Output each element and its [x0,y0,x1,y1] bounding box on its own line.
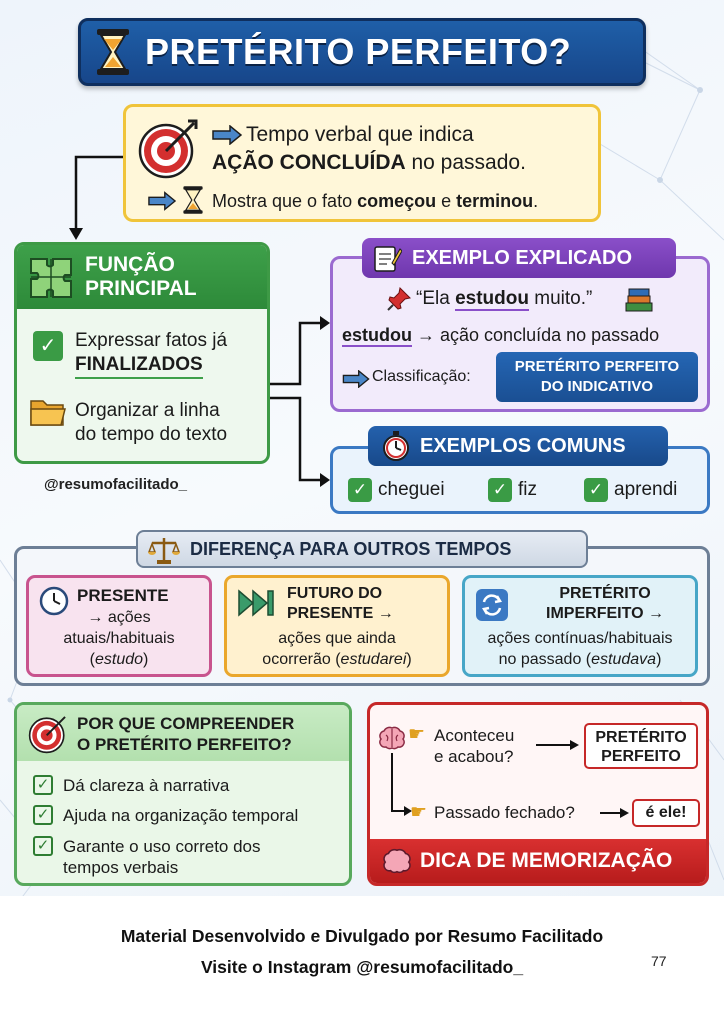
exemplo-quote: “Ela estudou muito.” [416,288,593,309]
brain-icon [382,847,412,875]
books-icon [624,285,654,313]
notepad-icon [372,243,402,273]
funcao-principal-box [14,242,270,464]
exemplo-explanation: estudou → ação concluída no passado [342,325,660,345]
diferenca-heading: DIFERENÇA PARA OUTROS TEMPOS [136,530,588,568]
dica-box [367,702,709,886]
folder-icon [29,397,67,429]
por-que-box [14,702,352,886]
por-que-heading: POR QUE COMPREENDER O PRETÉRITO PERFEITO? [17,705,349,761]
exemplo-comum-2: ✓ fiz [488,478,537,502]
arrow-right-icon [600,807,630,819]
footer-instagram: Visite o Instagram @resumofacilitado_ [200,957,524,977]
arrow-right-icon [212,125,242,145]
brain-icon [378,725,406,751]
page-title: PRETÉRITO PERFEITO? [145,31,572,72]
card-imperfeito: PRETÉRITO IMPERFEITO → ações contínuas/habituais no passado (estudava) [462,575,698,677]
exemplo-comum-1: ✓ cheguei [348,478,445,502]
checkbox-icon: ✓ [584,478,608,502]
repeat-icon [475,588,509,622]
funcao-item-1: Expressar fatos já FINALIZADOS [75,329,227,379]
definition-box [123,104,601,222]
definition-line-3: Mostra que o fato começou e terminou. [212,191,539,211]
dica-question-1: Aconteceu e acabou? [434,726,515,766]
card-futuro: FUTURO DO PRESENTE → ações que ainda ocorrerão (estudarei) [224,575,450,677]
scales-icon [148,535,180,565]
exemplos-comuns-heading: EXEMPLOS COMUNS [368,426,668,466]
arrow-right-icon [342,370,370,388]
arrow-right-icon [536,739,580,751]
title-banner [78,18,646,86]
hourglass-icon [182,185,204,215]
dica-heading: DICA DE MEMORIZAÇÃO [370,839,706,883]
pointing-hand-icon: ☛ [408,724,426,745]
por-que-item-3: Garante o uso correto dos tempos verbais [63,837,261,877]
puzzle-icon [27,253,75,301]
checkbox-icon: ✓ [33,836,53,856]
target-icon [27,713,69,755]
classificacao-badge: PRETÉRITO PERFEITO DO INDICATIVO [496,352,698,402]
footer-credit: Material Desenvolvido e Divulgado por Resumo Facilitado [120,926,604,946]
funcao-item-2: Organizar a linha do tempo do texto [75,400,228,445]
dica-answer-2: é ele! [632,799,700,827]
exemplo-comum-3: ✓ aprendi [584,478,677,502]
por-que-item-2: Ajuda na organização temporal [63,806,299,825]
definition-line-2: AÇÃO CONCLUÍDA no passado. [212,151,526,174]
por-que-item-1: Dá clareza à narrativa [63,776,230,795]
fast-forward-icon [237,588,275,618]
target-icon [136,117,200,181]
checkbox-icon: ✓ [33,331,63,361]
funcao-heading: FUNÇÃO PRINCIPAL [17,245,267,309]
pushpin-icon [386,286,412,312]
dica-question-2: Passado fechado? [434,803,575,822]
pointing-hand-icon: ☛ [410,802,428,823]
checkbox-icon: ✓ [348,478,372,502]
checkbox-icon: ✓ [488,478,512,502]
dica-answer-1: PRETÉRITO PERFEITO [584,723,698,769]
stopwatch-icon [380,430,412,462]
definition-line-1: Tempo verbal que indica [246,123,474,146]
classificacao-label: Classificação: [372,368,471,385]
card-presente: PRESENTE → ações atuais/habituais (estudo) [26,575,212,677]
checkbox-icon: ✓ [33,775,53,795]
hourglass-icon [95,27,131,77]
checkbox-icon: ✓ [33,805,53,825]
instagram-handle: @resumofacilitado_ [44,476,187,493]
arrow-right-icon [148,191,176,211]
exemplo-explicado-heading: EXEMPLO EXPLICADO [362,238,676,278]
page-number: 77 [651,953,667,969]
